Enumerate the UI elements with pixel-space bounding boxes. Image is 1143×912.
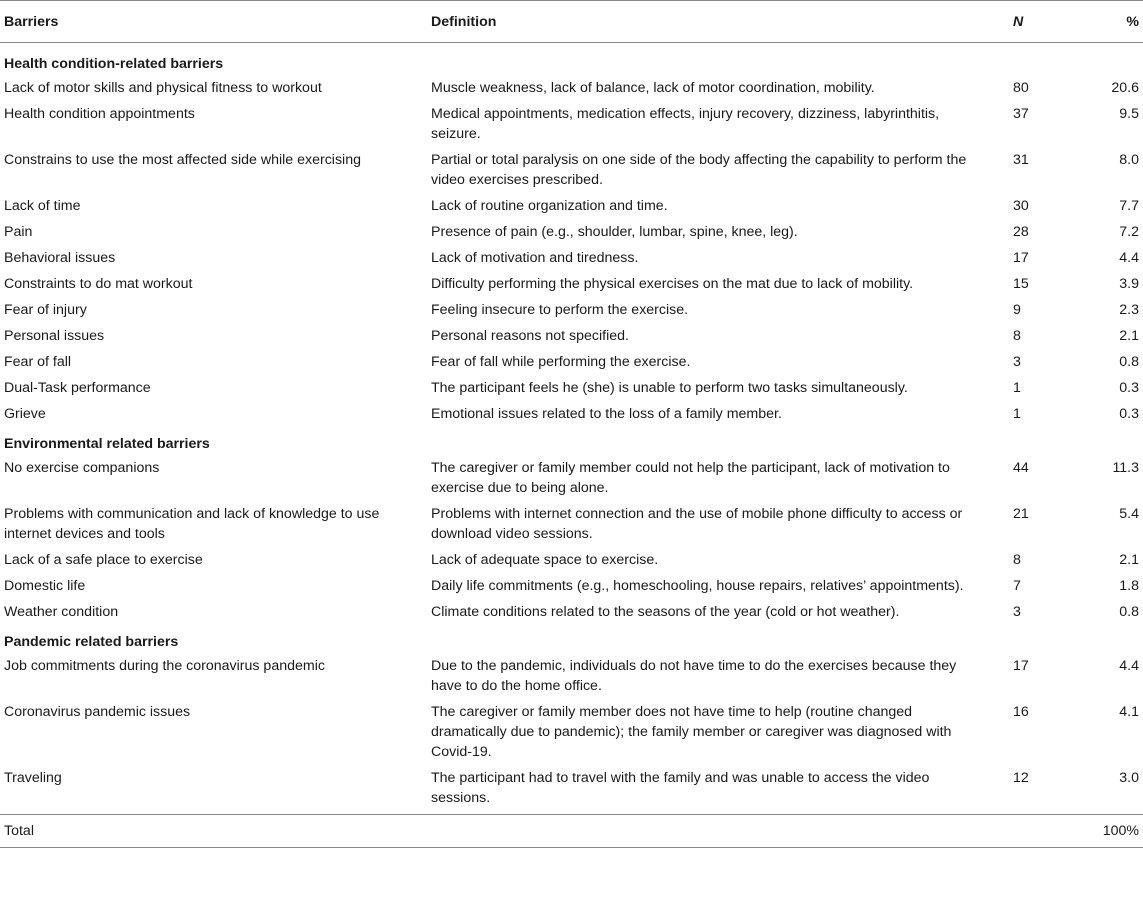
n-cell: 15 bbox=[1013, 276, 1029, 292]
n-cell: 44 bbox=[1013, 460, 1029, 476]
table-row bbox=[0, 147, 1143, 193]
table-row bbox=[0, 653, 1143, 699]
n-cell: 1 bbox=[1013, 406, 1021, 422]
definition-cell: The caregiver or family member does not have time to help (routine changed dramatically due to pandemic); the family member or caregiver was diagnosed with Covid-19. bbox=[431, 704, 952, 760]
percent-cell: 0.3 bbox=[1119, 406, 1139, 422]
percent-cell: 7.7 bbox=[1119, 198, 1139, 214]
barrier-cell: Health condition appointments bbox=[4, 106, 195, 122]
percent-cell: 7.2 bbox=[1119, 224, 1139, 240]
percent-cell: 1.8 bbox=[1119, 578, 1139, 594]
barrier-cell: Lack of motor skills and physical fitness to workout bbox=[4, 80, 322, 96]
table-body bbox=[0, 43, 1143, 848]
definition-cell: Problems with internet connection and the use of mobile phone difficulty to access or download video sessions. bbox=[431, 506, 963, 542]
barrier-cell: Traveling bbox=[4, 770, 62, 786]
table-row bbox=[0, 401, 1143, 427]
definition-cell: Difficulty performing the physical exercises on the mat due to lack of mobility. bbox=[431, 276, 914, 292]
percent-cell: 11.3 bbox=[1112, 460, 1139, 476]
n-cell: 17 bbox=[1013, 250, 1029, 266]
n-cell: 8 bbox=[1013, 328, 1021, 344]
n-cell: 21 bbox=[1013, 506, 1029, 522]
percent-cell: 8.0 bbox=[1119, 152, 1139, 168]
section-header-row bbox=[0, 427, 1143, 455]
n-cell: 1 bbox=[1013, 380, 1021, 396]
definition-cell: Emotional issues related to the loss of a family member. bbox=[431, 406, 782, 422]
definition-cell: Daily life commitments (e.g., homeschooling, house repairs, relatives’ appointments). bbox=[431, 578, 964, 594]
n-cell: 8 bbox=[1013, 552, 1021, 568]
percent-cell: 20.6 bbox=[1111, 80, 1139, 96]
table-row bbox=[0, 699, 1143, 765]
header-percent: % bbox=[1050, 1, 1143, 43]
total-n bbox=[967, 815, 1050, 848]
section-title: Health condition-related barriers bbox=[4, 56, 224, 72]
section-title: Environmental related barriers bbox=[4, 436, 210, 452]
percent-cell: 0.8 bbox=[1119, 354, 1139, 370]
table-row bbox=[0, 573, 1143, 599]
section-header-row bbox=[0, 43, 1143, 76]
barrier-cell: Grieve bbox=[4, 406, 46, 422]
section-header-row bbox=[0, 625, 1143, 653]
table-row bbox=[0, 501, 1143, 547]
definition-cell: Presence of pain (e.g., shoulder, lumbar, spine, knee, leg). bbox=[431, 224, 798, 240]
n-cell: 7 bbox=[1013, 578, 1021, 594]
section-title: Pandemic related barriers bbox=[4, 634, 179, 650]
barrier-cell: Constrains to use the most affected side while exercising bbox=[4, 152, 361, 168]
definition-cell: Climate conditions related to the seasons of the year (cold or hot weather). bbox=[431, 604, 900, 620]
barrier-cell: Fear of injury bbox=[4, 302, 87, 318]
definition-cell: Personal reasons not specified. bbox=[431, 328, 629, 344]
percent-cell: 2.3 bbox=[1119, 302, 1139, 318]
n-cell: 3 bbox=[1013, 604, 1021, 620]
percent-cell: 5.4 bbox=[1119, 506, 1139, 522]
n-cell: 31 bbox=[1013, 152, 1029, 168]
barrier-cell: Problems with communication and lack of knowledge to use internet devices and tools bbox=[4, 506, 380, 542]
n-cell: 3 bbox=[1013, 354, 1021, 370]
n-cell: 30 bbox=[1013, 198, 1029, 214]
table-row bbox=[0, 765, 1143, 815]
table-row bbox=[0, 219, 1143, 245]
total-percent: 100% bbox=[1050, 815, 1143, 848]
table-row bbox=[0, 193, 1143, 219]
definition-cell: Lack of adequate space to exercise. bbox=[431, 552, 659, 568]
barrier-cell: Dual-Task performance bbox=[4, 380, 151, 396]
barrier-cell: Lack of a safe place to exercise bbox=[4, 552, 203, 568]
header-row bbox=[0, 1, 1143, 43]
barrier-cell: Coronavirus pandemic issues bbox=[4, 704, 191, 720]
barrier-cell: Job commitments during the coronavirus pandemic bbox=[4, 658, 325, 674]
barrier-cell: Fear of fall bbox=[4, 354, 72, 370]
table-row bbox=[0, 323, 1143, 349]
barrier-cell: No exercise companions bbox=[4, 460, 160, 476]
barrier-cell: Behavioral issues bbox=[4, 250, 116, 266]
percent-cell: 4.1 bbox=[1119, 704, 1139, 720]
table-row bbox=[0, 599, 1143, 625]
definition-cell: Due to the pandemic, individuals do not have time to do the exercises because they have to do the home office. bbox=[431, 658, 957, 694]
total-label: Total bbox=[0, 815, 427, 848]
definition-cell: The participant had to travel with the family and was unable to access the video sessions. bbox=[431, 770, 930, 806]
table-row bbox=[0, 455, 1143, 501]
percent-cell: 2.1 bbox=[1119, 328, 1139, 344]
header-definition: Definition bbox=[427, 1, 967, 43]
barrier-cell: Personal issues bbox=[4, 328, 105, 344]
definition-cell: Feeling insecure to perform the exercise. bbox=[431, 302, 689, 318]
percent-cell: 0.3 bbox=[1119, 380, 1139, 396]
n-cell: 37 bbox=[1013, 106, 1029, 122]
percent-cell: 3.9 bbox=[1119, 276, 1139, 292]
percent-cell: 2.1 bbox=[1119, 552, 1139, 568]
n-cell: 17 bbox=[1013, 658, 1029, 674]
barrier-cell: Lack of time bbox=[4, 198, 81, 214]
definition-cell: Lack of motivation and tiredness. bbox=[431, 250, 639, 266]
table-row bbox=[0, 271, 1143, 297]
barrier-cell: Domestic life bbox=[4, 578, 86, 594]
definition-cell: Lack of routine organization and time. bbox=[431, 198, 668, 214]
definition-cell: The caregiver or family member could not help the participant, lack of motivation to exercise due to being alone. bbox=[431, 460, 950, 496]
definition-cell: Partial or total paralysis on one side of the body affecting the capability to perform the video exercises prescribed. bbox=[431, 152, 967, 188]
table-row bbox=[0, 547, 1143, 573]
table-row bbox=[0, 375, 1143, 401]
barrier-cell: Pain bbox=[4, 224, 33, 240]
definition-cell: Medical appointments, medication effects, injury recovery, dizziness, labyrinthitis, seizure. bbox=[431, 106, 940, 142]
barrier-cell: Weather condition bbox=[4, 604, 119, 620]
n-cell: 16 bbox=[1013, 704, 1029, 720]
percent-cell: 3.0 bbox=[1119, 770, 1139, 786]
total-definition bbox=[427, 815, 967, 848]
total-row bbox=[0, 815, 1143, 848]
n-cell: 12 bbox=[1013, 770, 1029, 786]
table-row bbox=[0, 349, 1143, 375]
n-cell: 28 bbox=[1013, 224, 1029, 240]
table-row bbox=[0, 297, 1143, 323]
percent-cell: 4.4 bbox=[1119, 658, 1139, 674]
definition-cell: Muscle weakness, lack of balance, lack of motor coordination, mobility. bbox=[431, 80, 875, 96]
table-row bbox=[0, 75, 1143, 101]
percent-cell: 4.4 bbox=[1119, 250, 1139, 266]
header-n: N bbox=[967, 1, 1050, 43]
percent-cell: 0.8 bbox=[1119, 604, 1139, 620]
percent-cell: 9.5 bbox=[1119, 106, 1139, 122]
table-row bbox=[0, 245, 1143, 271]
table-row bbox=[0, 101, 1143, 147]
n-cell: 80 bbox=[1013, 80, 1029, 96]
header-barriers: Barriers bbox=[0, 1, 427, 43]
barrier-cell: Constraints to do mat workout bbox=[4, 276, 193, 292]
n-cell: 9 bbox=[1013, 302, 1021, 318]
definition-cell: Fear of fall while performing the exercise. bbox=[431, 354, 691, 370]
definition-cell: The participant feels he (she) is unable to perform two tasks simultaneously. bbox=[431, 380, 908, 396]
